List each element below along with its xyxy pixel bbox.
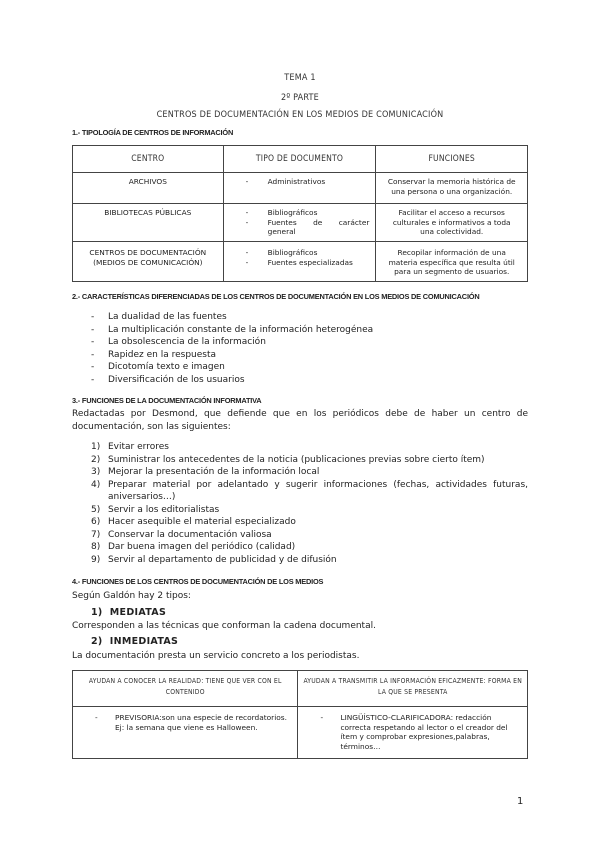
cell-centro (73, 242, 224, 282)
list-item: 8) Dar buena imagen del periódico (calidad) (91, 542, 296, 552)
list-item: 9) Servir al departamento de publicidad y de difusión (91, 554, 337, 565)
list-item: 1) Evitar errores (91, 442, 169, 452)
table-row (73, 242, 528, 282)
cell-text: Fuentes de carácter general (267, 217, 370, 237)
centers-table (72, 145, 528, 282)
cell-text: para un segmento de usuarios. (394, 267, 510, 277)
doc-title-subject: CENTROS DE DOCUMENTACIÓN EN LOS MEDIOS DE COMUNICACIÓN (156, 110, 444, 120)
cell-text: culturales e informativos a toda (392, 217, 511, 227)
cell-tipo: - Administrativos (223, 173, 376, 204)
section1-heading: 1.- TIPOLOGÍA DE CENTROS DE INFORMACIÓN (72, 128, 234, 137)
table-row (73, 173, 528, 204)
header-content: AYUDAN A CONOCER LA REALIDAD: TIENE QUE VER CON EL CONTENIDO (73, 671, 298, 707)
list-item: 6) Hacer asequible el material especializado (91, 517, 296, 527)
list-item: 4) Preparar material por adelantado y sugerir informaciones (fechas, actividades futuras, aniversarios…) (91, 479, 528, 502)
cell-text: CENTROS DE DOCUMENTACIÓN (89, 248, 207, 257)
cell-funciones (376, 204, 528, 242)
list-item: - La obsolescencia de la información (91, 337, 266, 347)
immediate-functions-table (72, 670, 528, 759)
header-centro: CENTRO (73, 146, 224, 173)
list-item: 2) Suministrar los antecedentes de la noticia (publicaciones previas sobre cierto ítem) (91, 454, 485, 465)
list-item: 5) Servir a los editorialistas (91, 504, 220, 515)
cell-text: Fuentes especializadas (267, 257, 353, 267)
cell-previsoria: - PREVISORIA:son una especie de recordatorios. Ej: la semana que viene es Halloween. (73, 707, 298, 759)
cell-linguistico: - LINGÜÍSTICO-CLARIFICADORA: redacción correcta respetando al lector o el creador del ítem y comprobar expresiones,palabras, términos… (298, 707, 528, 759)
page-number: 1 (517, 796, 524, 807)
cell-text: Administrativos (267, 177, 326, 186)
cell-text: Bibliográficos (267, 208, 318, 217)
doc-title-part: 2º PARTE (280, 93, 319, 103)
table-row (73, 707, 528, 759)
cell-text: (MEDIOS DE COMUNICACIÓN) (93, 257, 203, 267)
list-item: 3) Mejorar la presentación de la información local (91, 467, 320, 477)
table-row (73, 204, 528, 242)
doc-title-topic: TEMA 1 (284, 73, 316, 83)
cell-text: Recopilar información de una (397, 248, 506, 257)
list-item: - La multiplicación constante de la información heterogénea (91, 324, 374, 335)
list-item: - Dicotomía texto e imagen (91, 362, 225, 372)
header-form: AYUDAN A TRANSMITIR LA INFORMACIÓN EFICAZMENTE: FORMA EN LA QUE SE PRESENTA (298, 671, 528, 707)
subheading-inmediatas: 2) INMEDIATAS (91, 636, 179, 647)
list-item: - Diversificación de los usuarios (91, 374, 245, 385)
mediatas-text: Corresponden a las técnicas que conforman la cadena documental. (72, 621, 376, 631)
section2-heading: 2.- CARACTERÍSTICAS DIFERENCIADAS DE LOS CENTROS DE DOCUMENTACIÓN EN LOS MEDIOS DE COMUNICACIÓN (72, 292, 480, 301)
list-item: - La dualidad de las fuentes (91, 312, 227, 322)
characteristics-list (91, 311, 373, 386)
section4-heading: 4.- FUNCIONES DE LOS CENTROS DE DOCUMENTACIÓN DE LOS MEDIOS (72, 577, 324, 586)
cell-funciones (376, 173, 528, 204)
cell-tipo: - Bibliográficos - Fuentes especializadas (223, 242, 376, 282)
cell-text: Conservar la memoria histórica de (387, 177, 516, 186)
subheading-mediatas: 1) MEDIATAS (91, 607, 167, 618)
cell-centro (73, 204, 224, 242)
header-funciones: FUNCIONES (376, 146, 528, 173)
cell-text: una colectividad. (420, 227, 484, 237)
section3-heading: 3.- FUNCIONES DE LA DOCUMENTACIÓN INFORMATIVA (72, 396, 262, 405)
cell-text: BIBLIOTECAS PÚBLICAS (104, 208, 192, 217)
cell-text: Bibliográficos (267, 248, 318, 257)
cell-text: ARCHIVOS (128, 177, 167, 186)
section4-intro: Según Galdón hay 2 tipos: (72, 591, 191, 601)
header-tipo: TIPO DE DOCUMENTO (223, 146, 376, 173)
inmediatas-text: La documentación presta un servicio concreto a los periodistas. (72, 651, 360, 661)
cell-centro (73, 173, 224, 204)
cell-tipo: - Bibliográficos - Fuentes de carácter general (223, 204, 376, 242)
cell-funciones (376, 242, 528, 282)
section3-intro: Redactadas por Desmond, que defiende que en los periódicos debe de haber un centro de documentación, son las siguientes: (72, 409, 528, 432)
list-item: 7) Conservar la documentación valiosa (91, 529, 272, 540)
cell-text: materia específica que resulta útil (388, 257, 515, 267)
cell-text: una persona o una organización. (391, 186, 513, 196)
cell-text: Facilitar el acceso a recursos (398, 208, 505, 217)
list-item: - Rapidez en la respuesta (91, 349, 217, 360)
functions-list (91, 441, 528, 566)
